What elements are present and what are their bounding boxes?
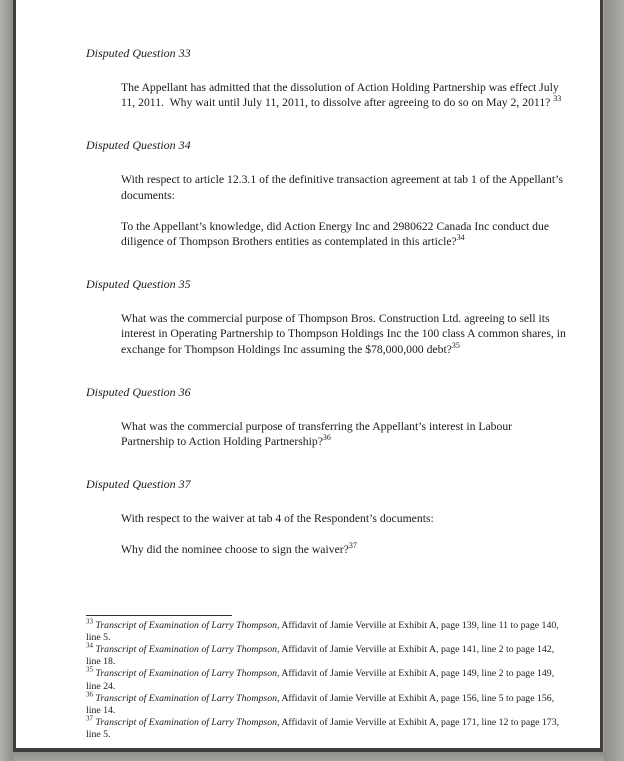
scan-edge-right <box>604 0 624 761</box>
footnote-ref-36: 36 <box>322 433 331 443</box>
footnote-reference: Affidavit of Jamie Verville at Exhibit A, page 141, line 2 to page 142, line 18. <box>86 644 557 668</box>
footnote-number: 37 <box>86 715 93 723</box>
footnote-number: 33 <box>86 617 93 626</box>
footnote-number: 36 <box>86 690 93 699</box>
section-disputed-question-36 <box>86 385 600 449</box>
footnote-34 <box>86 641 566 668</box>
paragraph-text: Why did the nominee choose to sign the waiver? <box>121 543 349 557</box>
section-heading: Disputed Question 35 <box>86 277 191 292</box>
footnote-reference: Affidavit of Jamie Verville at Exhibit A, page 171, line 12 to page 173, line 5. <box>86 717 562 741</box>
footnote-reference: Affidavit of Jamie Verville at Exhibit A, page 156, line 5 to page 156, line 14. <box>86 692 557 717</box>
footnote-33 <box>86 617 566 644</box>
footnote-case-name: Transcript of Examination of Larry Thompson, <box>95 717 280 729</box>
question-paragraph <box>121 219 568 249</box>
footnote-36 <box>86 690 566 717</box>
paragraph-text: The Appellant has admitted that the dissolution of Action Holding Partnership was effect July 11, 2011. Why wait until July 11, 2011, to dissolve after agreeing to do so on May 2, 2011? <box>121 81 562 110</box>
section-heading: Disputed Question 37 <box>86 477 191 492</box>
footnotes-block <box>86 617 566 742</box>
footnote-ref-37: 37 <box>348 541 357 551</box>
question-paragraph <box>121 419 568 449</box>
section-disputed-question-33 <box>86 46 600 110</box>
section-disputed-question-35 <box>86 277 600 357</box>
footnote-case-name: Transcript of Examination of Larry Thompson, <box>95 644 280 656</box>
page-content <box>16 0 600 742</box>
question-paragraph <box>121 172 568 202</box>
section-disputed-question-37 <box>86 477 600 557</box>
paragraph-text: With respect to article 12.3.1 of the definitive transaction agreement at tab 1 of the Appellant’s documents: <box>121 173 566 202</box>
footnote-case-name: Transcript of Examination of Larry Thompson, <box>95 619 280 631</box>
section-heading: Disputed Question 36 <box>86 384 191 399</box>
footnote-number: 34 <box>86 641 93 650</box>
footnote-case-name: Transcript of Examination of Larry Thompson, <box>95 668 280 680</box>
footnote-37 <box>86 717 566 741</box>
scan-edge-left <box>0 0 13 761</box>
footnote-ref-33: 33 <box>553 94 562 104</box>
footnote-ref-34: 34 <box>456 233 465 243</box>
section-heading: Disputed Question 33 <box>86 46 191 60</box>
question-paragraph <box>121 80 568 110</box>
paragraph-text: To the Appellant’s knowledge, did Action Energy Inc and 2980622 Canada Inc conduct due diligence of Thompson Brothers entities as contemplated in this article? <box>121 219 552 249</box>
paragraph-text: With respect to the waiver at tab 4 of the Respondent’s documents: <box>121 512 434 526</box>
footnote-ref-35: 35 <box>451 340 460 350</box>
footnote-35 <box>86 668 566 692</box>
section-disputed-question-34 <box>86 138 600 249</box>
document-page <box>13 0 603 752</box>
question-paragraph <box>121 311 568 357</box>
question-paragraph <box>121 542 568 557</box>
question-paragraph <box>121 511 568 526</box>
paragraph-text: What was the commercial purpose of transferring the Appellant’s interest in Labour Partnership to Action Holding Partnership? <box>121 419 516 449</box>
paragraph-text: What was the commercial purpose of Thompson Bros. Construction Ltd. agreeing to sell its interest in Operating Partnership to Thompson Holdings Inc the 100 class A common shares, in exchange for Thompson Holdings Inc assuming the $78,000,000 debt? <box>121 312 569 356</box>
footnote-case-name: Transcript of Examination of Larry Thompson, <box>95 692 280 704</box>
scan-edge-bottom <box>13 752 604 761</box>
footnote-reference: Affidavit of Jamie Verville at Exhibit A, page 139, line 11 to page 140, line 5. <box>86 619 562 643</box>
section-heading: Disputed Question 34 <box>86 138 191 153</box>
footnote-reference: Affidavit of Jamie Verville at Exhibit A, page 149, line 2 to page 149, line 24. <box>86 668 557 692</box>
footnote-separator <box>86 615 232 616</box>
footnote-number: 35 <box>86 666 93 675</box>
